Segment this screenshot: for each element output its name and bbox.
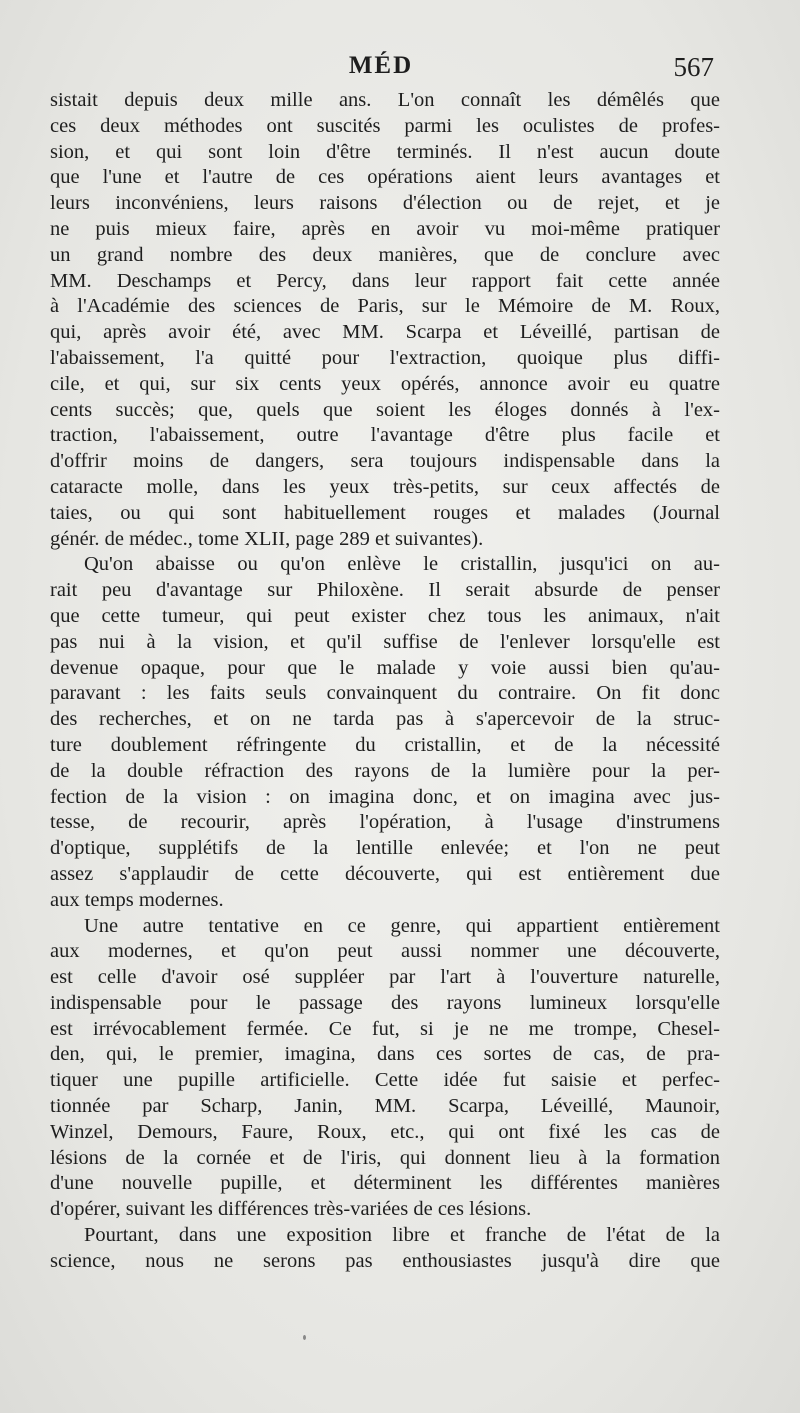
text-line: aux temps modernes. [50, 888, 224, 911]
text-line: Une autre tentative en ce genre, qui appartient entièrement [84, 914, 720, 937]
text-line: est celle d'avoir osé suppléer par l'art à l'ouverture naturelle, [50, 966, 720, 989]
text-line: génér. de médec., tome XLII, page 289 et suivantes). [50, 527, 484, 550]
text-line: aux modernes, et qu'on peut aussi nommer une découverte, [50, 940, 720, 963]
text-line: MM. Deschamps et Percy, dans leur rapport fait cette année [50, 269, 720, 292]
text-line: cile, et qui, sur six cents yeux opérés, annonce avoir eu quatre [50, 372, 720, 395]
text-line: ne puis mieux faire, après en avoir vu moi-même pratiquer [50, 217, 720, 240]
body-text [50, 88, 720, 1275]
text-line: fection de la vision : on imagina donc, et on imagina avec jus- [50, 785, 720, 808]
text-line: sion, et qui sont loin d'être terminés. Il n'est aucun doute [50, 140, 720, 163]
text-line: est irrévocablement fermée. Ce fut, si je ne me trompe, Chesel- [50, 1017, 720, 1040]
text-line: rait peu d'avantage sur Philoxène. Il serait absurde de penser [50, 579, 720, 602]
text-line: des recherches, et on ne tarda pas à s'apercevoir de la struc- [50, 708, 720, 731]
running-head: MÉD [348, 52, 414, 79]
text-line: de la double réfraction des rayons de la lumière pour la per- [50, 759, 720, 782]
text-line: lésions de la cornée et de l'iris, qui donnent lieu à la formation [50, 1146, 720, 1169]
page-header [48, 52, 714, 86]
text-line: assez s'applaudir de cette découverte, qui est entièrement due [50, 862, 720, 885]
text-line: den, qui, le premier, imagina, dans ces sortes de cas, de pra- [50, 1043, 720, 1066]
text-line: tesse, de recourir, après l'opération, à l'usage d'instrumens [50, 811, 720, 834]
text-line: Qu'on abaisse ou qu'on enlève le cristallin, jusqu'ici on au- [84, 553, 720, 576]
ink-speck [303, 1335, 306, 1340]
text-line: à l'Académie des sciences de Paris, sur le Mémoire de M. Roux, [50, 295, 720, 318]
text-line: traction, l'abaissement, outre l'avantage d'être plus facile et [50, 424, 720, 447]
text-line: d'une nouvelle pupille, et déterminent les différentes manières [50, 1172, 720, 1195]
text-line: devenue opaque, pour que le malade y voie aussi bien qu'au- [50, 656, 720, 679]
text-line: tionnée par Scharp, Janin, MM. Scarpa, Léveillé, Maunoir, [50, 1095, 720, 1118]
text-line: l'abaissement, l'a quitté pour l'extraction, quoique plus diffi- [50, 346, 720, 369]
page-number: 567 [673, 52, 714, 82]
text-line: Winzel, Demours, Faure, Roux, etc., qui ont fixé les cas de [50, 1120, 720, 1143]
text-line: ces deux méthodes ont suscités parmi les oculistes de profes- [50, 114, 720, 137]
text-line: cataracte molle, dans les yeux très-petits, sur ceux affectés de [50, 475, 720, 498]
text-line: Pourtant, dans une exposition libre et franche de l'état de la [84, 1224, 720, 1247]
text-line: tiquer une pupille artificielle. Cette idée fut saisie et perfec- [50, 1069, 720, 1092]
text-line: taies, ou qui sont habituellement rouges et malades (Journal [50, 501, 720, 524]
text-line: indispensable pour le passage des rayons lumineux lorsqu'elle [50, 991, 720, 1014]
text-line: que cette tumeur, qui peut exister chez tous les animaux, n'ait [50, 604, 720, 627]
text-line: sistait depuis deux mille ans. L'on connaît les démêlés que [50, 89, 720, 111]
text-line: d'opérer, suivant les différences très-variées de ces lésions. [50, 1198, 532, 1221]
text-line: qui, après avoir été, avec MM. Scarpa et Léveillé, partisan de [50, 321, 720, 344]
text-line: science, nous ne serons pas enthousiastes jusqu'à dire que [50, 1249, 720, 1272]
text-line: pas nui à la vision, et qu'il suffise de l'enlever lorsqu'elle est [50, 630, 720, 653]
text-line: leurs inconvéniens, leurs raisons d'élection ou de rejet, et je [50, 192, 720, 215]
text-line: paravant : les faits seuls convainquent du contraire. On fit donc [50, 682, 720, 705]
text-line: un grand nombre des deux manières, que de conclure avec [50, 243, 720, 266]
text-line: cents succès; que, quels que soient les éloges donnés à l'ex- [50, 398, 720, 421]
text-line: ture doublement réfringente du cristallin, et de la nécessité [50, 733, 720, 756]
text-line: d'offrir moins de dangers, sera toujours indispensable dans la [50, 450, 720, 473]
text-line: d'optique, supplétifs de la lentille enlevée; et l'on ne peut [50, 837, 720, 860]
text-line: que l'une et l'autre de ces opérations aient leurs avantages et [50, 166, 720, 189]
